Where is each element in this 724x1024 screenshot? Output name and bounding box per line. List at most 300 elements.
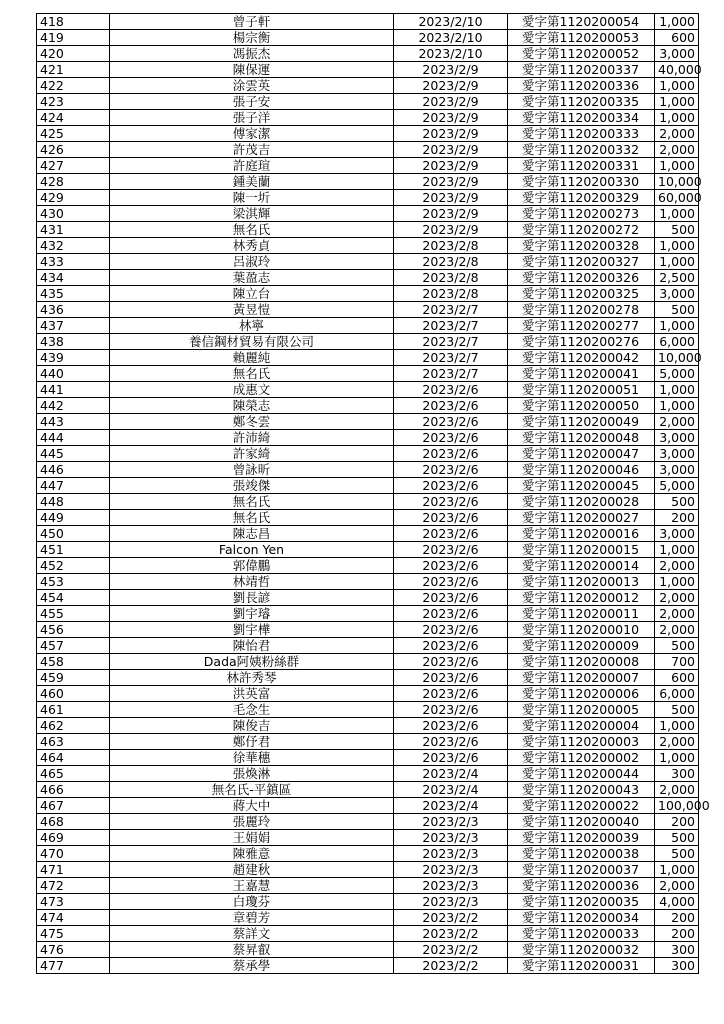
row-number: 466	[37, 782, 110, 798]
table-row	[37, 430, 699, 446]
receipt-number: 愛字第1120200041	[508, 366, 655, 382]
receipt-number: 愛字第1120200046	[508, 462, 655, 478]
row-number: 470	[37, 846, 110, 862]
donor-name: 蔡承學	[110, 958, 394, 974]
donation-amount: 300	[655, 766, 699, 782]
donor-name: 林寧	[110, 318, 394, 334]
receipt-number: 愛字第1120200016	[508, 526, 655, 542]
donation-date: 2023/2/2	[394, 926, 508, 942]
row-number: 424	[37, 110, 110, 126]
donation-amount: 2,500	[655, 270, 699, 286]
donation-amount: 3,000	[655, 462, 699, 478]
donation-amount: 6,000	[655, 334, 699, 350]
row-number: 444	[37, 430, 110, 446]
row-number: 419	[37, 30, 110, 46]
table-row	[37, 94, 699, 110]
donation-date: 2023/2/8	[394, 286, 508, 302]
table-row	[37, 734, 699, 750]
row-number: 471	[37, 862, 110, 878]
donation-amount: 1,000	[655, 94, 699, 110]
receipt-number: 愛字第1120200039	[508, 830, 655, 846]
receipt-number: 愛字第1120200033	[508, 926, 655, 942]
donor-name: 蔡昇叡	[110, 942, 394, 958]
row-number: 438	[37, 334, 110, 350]
table-row	[37, 302, 699, 318]
donation-date: 2023/2/10	[394, 46, 508, 62]
row-number: 437	[37, 318, 110, 334]
donation-amount: 1,000	[655, 542, 699, 558]
donation-amount: 500	[655, 846, 699, 862]
donation-date: 2023/2/3	[394, 862, 508, 878]
donation-date: 2023/2/6	[394, 718, 508, 734]
donation-amount: 2,000	[655, 734, 699, 750]
receipt-number: 愛字第1120200329	[508, 190, 655, 206]
table-row	[37, 334, 699, 350]
donation-date: 2023/2/6	[394, 526, 508, 542]
row-number: 418	[37, 14, 110, 30]
receipt-number: 愛字第1120200004	[508, 718, 655, 734]
donation-amount: 1,000	[655, 398, 699, 414]
donation-date: 2023/2/6	[394, 686, 508, 702]
donation-date: 2023/2/6	[394, 430, 508, 446]
donation-date: 2023/2/6	[394, 702, 508, 718]
donation-amount: 2,000	[655, 558, 699, 574]
donation-date: 2023/2/6	[394, 638, 508, 654]
table-row	[37, 558, 699, 574]
donation-amount: 1,000	[655, 14, 699, 30]
receipt-number: 愛字第1120200050	[508, 398, 655, 414]
table-row	[37, 526, 699, 542]
receipt-number: 愛字第1120200053	[508, 30, 655, 46]
table-row	[37, 478, 699, 494]
receipt-number: 愛字第1120200330	[508, 174, 655, 190]
row-number: 441	[37, 382, 110, 398]
table-row	[37, 446, 699, 462]
row-number: 468	[37, 814, 110, 830]
row-number: 455	[37, 606, 110, 622]
table-row	[37, 638, 699, 654]
donation-amount: 3,000	[655, 286, 699, 302]
donation-date: 2023/2/4	[394, 782, 508, 798]
table-row	[37, 414, 699, 430]
donation-date: 2023/2/8	[394, 238, 508, 254]
donor-name: 許茂吉	[110, 142, 394, 158]
donation-date: 2023/2/8	[394, 270, 508, 286]
table-row	[37, 814, 699, 830]
row-number: 456	[37, 622, 110, 638]
row-number: 426	[37, 142, 110, 158]
receipt-number: 愛字第1120200038	[508, 846, 655, 862]
donation-date: 2023/2/2	[394, 910, 508, 926]
table-row	[37, 718, 699, 734]
receipt-number: 愛字第1120200032	[508, 942, 655, 958]
donor-name: 劉宇樺	[110, 622, 394, 638]
row-number: 449	[37, 510, 110, 526]
donation-date: 2023/2/6	[394, 622, 508, 638]
donation-amount: 1,000	[655, 254, 699, 270]
donor-name: 許家綺	[110, 446, 394, 462]
donor-name: 曾子軒	[110, 14, 394, 30]
table-row	[37, 126, 699, 142]
table-row	[37, 30, 699, 46]
row-number: 428	[37, 174, 110, 190]
donation-date: 2023/2/9	[394, 142, 508, 158]
row-number: 439	[37, 350, 110, 366]
donation-amount: 500	[655, 222, 699, 238]
table-row	[37, 174, 699, 190]
table-row	[37, 494, 699, 510]
donation-amount: 1,000	[655, 206, 699, 222]
table-row	[37, 286, 699, 302]
donation-date: 2023/2/3	[394, 814, 508, 830]
donor-name: 無名氏	[110, 510, 394, 526]
row-number: 462	[37, 718, 110, 734]
donor-name: 林許秀琴	[110, 670, 394, 686]
donation-amount: 6,000	[655, 686, 699, 702]
table-row	[37, 942, 699, 958]
receipt-number: 愛字第1120200327	[508, 254, 655, 270]
donor-name: 王娟娟	[110, 830, 394, 846]
receipt-number: 愛字第1120200007	[508, 670, 655, 686]
table-row	[37, 606, 699, 622]
donation-amount: 500	[655, 302, 699, 318]
row-number: 472	[37, 878, 110, 894]
row-number: 460	[37, 686, 110, 702]
donation-amount: 2,000	[655, 414, 699, 430]
donation-date: 2023/2/6	[394, 590, 508, 606]
donation-amount: 1,000	[655, 238, 699, 254]
row-number: 447	[37, 478, 110, 494]
table-row	[37, 62, 699, 78]
donor-name: 鍾美蘭	[110, 174, 394, 190]
table-row	[37, 46, 699, 62]
table-row	[37, 622, 699, 638]
receipt-number: 愛字第1120200051	[508, 382, 655, 398]
donor-name: 張煥淋	[110, 766, 394, 782]
table-row	[37, 78, 699, 94]
table-row	[37, 670, 699, 686]
donor-name: 章碧芳	[110, 910, 394, 926]
row-number: 477	[37, 958, 110, 974]
donor-name: 楊宗衡	[110, 30, 394, 46]
donor-name: 趙建秋	[110, 862, 394, 878]
row-number: 445	[37, 446, 110, 462]
table-row	[37, 830, 699, 846]
donation-amount: 1,000	[655, 78, 699, 94]
row-number: 450	[37, 526, 110, 542]
receipt-number: 愛字第1120200054	[508, 14, 655, 30]
table-row	[37, 590, 699, 606]
receipt-number: 愛字第1120200336	[508, 78, 655, 94]
receipt-number: 愛字第1120200002	[508, 750, 655, 766]
receipt-number: 愛字第1120200278	[508, 302, 655, 318]
donor-name: 無名氏	[110, 366, 394, 382]
donation-date: 2023/2/9	[394, 62, 508, 78]
receipt-number: 愛字第1120200008	[508, 654, 655, 670]
row-number: 420	[37, 46, 110, 62]
donor-name: 梁淇輝	[110, 206, 394, 222]
donation-date: 2023/2/7	[394, 334, 508, 350]
donation-table-body	[37, 14, 710, 974]
donation-amount: 2,000	[655, 606, 699, 622]
donation-date: 2023/2/10	[394, 30, 508, 46]
row-number: 469	[37, 830, 110, 846]
donation-amount: 100,000	[655, 798, 699, 814]
row-number: 459	[37, 670, 110, 686]
donation-amount: 500	[655, 830, 699, 846]
row-number: 432	[37, 238, 110, 254]
donor-name: 劉長諺	[110, 590, 394, 606]
table-row	[37, 398, 699, 414]
table-row	[37, 318, 699, 334]
donor-name: 陳一圻	[110, 190, 394, 206]
donation-amount: 600	[655, 30, 699, 46]
receipt-number: 愛字第1120200006	[508, 686, 655, 702]
donation-amount: 500	[655, 494, 699, 510]
receipt-number: 愛字第1120200035	[508, 894, 655, 910]
donation-amount: 10,000	[655, 174, 699, 190]
donation-amount: 1,000	[655, 318, 699, 334]
table-row	[37, 14, 699, 30]
receipt-number: 愛字第1120200027	[508, 510, 655, 526]
row-number: 475	[37, 926, 110, 942]
receipt-number: 愛字第1120200042	[508, 350, 655, 366]
receipt-number: 愛字第1120200028	[508, 494, 655, 510]
donation-amount: 2,000	[655, 782, 699, 798]
donor-name: Dada阿姨粉絲群	[110, 654, 394, 670]
donation-date: 2023/2/2	[394, 958, 508, 974]
donation-amount: 200	[655, 910, 699, 926]
donation-amount: 300	[655, 942, 699, 958]
donor-name: 林靖哲	[110, 574, 394, 590]
donation-date: 2023/2/6	[394, 398, 508, 414]
donation-amount: 1,000	[655, 382, 699, 398]
donation-date: 2023/2/9	[394, 174, 508, 190]
donation-ledger	[36, 13, 710, 974]
donation-date: 2023/2/9	[394, 222, 508, 238]
row-number: 443	[37, 414, 110, 430]
donor-name: 郭偉鵬	[110, 558, 394, 574]
table-row	[37, 926, 699, 942]
receipt-number: 愛字第1120200014	[508, 558, 655, 574]
receipt-number: 愛字第1120200011	[508, 606, 655, 622]
donation-amount: 2,000	[655, 622, 699, 638]
donor-name: 蔡詳文	[110, 926, 394, 942]
table-row	[37, 510, 699, 526]
table-row	[37, 238, 699, 254]
table-row	[37, 654, 699, 670]
donor-name: 劉宇璿	[110, 606, 394, 622]
donor-name: 陳雅意	[110, 846, 394, 862]
donation-date: 2023/2/6	[394, 654, 508, 670]
receipt-number: 愛字第1120200272	[508, 222, 655, 238]
donation-amount: 1,000	[655, 158, 699, 174]
receipt-number: 愛字第1120200277	[508, 318, 655, 334]
donation-date: 2023/2/7	[394, 366, 508, 382]
donation-date: 2023/2/3	[394, 878, 508, 894]
donor-name: 無名氏	[110, 494, 394, 510]
receipt-number: 愛字第1120200003	[508, 734, 655, 750]
table-row	[37, 462, 699, 478]
row-number: 474	[37, 910, 110, 926]
donation-date: 2023/2/4	[394, 798, 508, 814]
row-number: 473	[37, 894, 110, 910]
donor-name: 王嘉慧	[110, 878, 394, 894]
table-row	[37, 894, 699, 910]
receipt-number: 愛字第1120200337	[508, 62, 655, 78]
row-number: 422	[37, 78, 110, 94]
row-number: 423	[37, 94, 110, 110]
receipt-number: 愛字第1120200005	[508, 702, 655, 718]
receipt-number: 愛字第1120200040	[508, 814, 655, 830]
table-row	[37, 382, 699, 398]
table-row	[37, 846, 699, 862]
receipt-number: 愛字第1120200015	[508, 542, 655, 558]
receipt-number: 愛字第1120200334	[508, 110, 655, 126]
receipt-number: 愛字第1120200331	[508, 158, 655, 174]
donation-date: 2023/2/6	[394, 382, 508, 398]
table-row	[37, 878, 699, 894]
donor-name: 鄭冬雲	[110, 414, 394, 430]
table-row	[37, 366, 699, 382]
donor-name: 許庭瑄	[110, 158, 394, 174]
table-row	[37, 910, 699, 926]
table-row	[37, 254, 699, 270]
donation-amount: 200	[655, 510, 699, 526]
donation-date: 2023/2/7	[394, 350, 508, 366]
receipt-number: 愛字第1120200043	[508, 782, 655, 798]
row-number: 421	[37, 62, 110, 78]
donor-name: 許沛綺	[110, 430, 394, 446]
donation-date: 2023/2/7	[394, 318, 508, 334]
donor-name: 呂淑玲	[110, 254, 394, 270]
donation-date: 2023/2/9	[394, 158, 508, 174]
table-row	[37, 222, 699, 238]
row-number: 429	[37, 190, 110, 206]
table-row	[37, 862, 699, 878]
donor-name: 陳志昌	[110, 526, 394, 542]
donation-amount: 3,000	[655, 46, 699, 62]
row-number: 465	[37, 766, 110, 782]
donor-name: 無名氏	[110, 222, 394, 238]
donor-name: 蔣大中	[110, 798, 394, 814]
table-row	[37, 158, 699, 174]
row-number: 430	[37, 206, 110, 222]
table-row	[37, 542, 699, 558]
donation-date: 2023/2/2	[394, 942, 508, 958]
row-number: 463	[37, 734, 110, 750]
row-number: 467	[37, 798, 110, 814]
table-row	[37, 270, 699, 286]
receipt-number: 愛字第1120200034	[508, 910, 655, 926]
donation-amount: 3,000	[655, 446, 699, 462]
table-row	[37, 142, 699, 158]
donation-date: 2023/2/6	[394, 478, 508, 494]
donation-date: 2023/2/9	[394, 206, 508, 222]
donation-amount: 2,000	[655, 878, 699, 894]
receipt-number: 愛字第1120200044	[508, 766, 655, 782]
donor-name: 張子安	[110, 94, 394, 110]
receipt-number: 愛字第1120200326	[508, 270, 655, 286]
row-number: 435	[37, 286, 110, 302]
receipt-number: 愛字第1120200325	[508, 286, 655, 302]
donor-name: 白瓊芬	[110, 894, 394, 910]
row-number: 431	[37, 222, 110, 238]
row-number: 476	[37, 942, 110, 958]
donation-date: 2023/2/6	[394, 750, 508, 766]
receipt-number: 愛字第1120200333	[508, 126, 655, 142]
row-number: 457	[37, 638, 110, 654]
receipt-number: 愛字第1120200048	[508, 430, 655, 446]
donation-amount: 1,000	[655, 862, 699, 878]
donation-amount: 500	[655, 638, 699, 654]
donation-date: 2023/2/6	[394, 462, 508, 478]
donation-amount: 300	[655, 958, 699, 974]
donation-date: 2023/2/9	[394, 94, 508, 110]
donation-amount: 40,000	[655, 62, 699, 78]
row-number: 453	[37, 574, 110, 590]
donation-amount: 5,000	[655, 478, 699, 494]
donor-name: 曾詠昕	[110, 462, 394, 478]
table-row	[37, 958, 699, 974]
receipt-number: 愛字第1120200036	[508, 878, 655, 894]
receipt-number: 愛字第1120200013	[508, 574, 655, 590]
donor-name: 張竣傑	[110, 478, 394, 494]
donation-table	[36, 13, 710, 974]
donation-amount: 3,000	[655, 526, 699, 542]
donor-name: 陳保運	[110, 62, 394, 78]
row-number: 448	[37, 494, 110, 510]
receipt-number: 愛字第1120200031	[508, 958, 655, 974]
donation-amount: 10,000	[655, 350, 699, 366]
receipt-number: 愛字第1120200276	[508, 334, 655, 350]
donation-date: 2023/2/6	[394, 670, 508, 686]
row-number: 436	[37, 302, 110, 318]
donation-amount: 500	[655, 702, 699, 718]
donation-date: 2023/2/6	[394, 574, 508, 590]
donation-amount: 2,000	[655, 142, 699, 158]
donation-date: 2023/2/6	[394, 510, 508, 526]
donation-date: 2023/2/3	[394, 894, 508, 910]
row-number: 440	[37, 366, 110, 382]
receipt-number: 愛字第1120200332	[508, 142, 655, 158]
receipt-number: 愛字第1120200012	[508, 590, 655, 606]
donation-amount: 200	[655, 926, 699, 942]
row-number: 425	[37, 126, 110, 142]
table-row	[37, 190, 699, 206]
donor-name: 張子洋	[110, 110, 394, 126]
donation-date: 2023/2/6	[394, 606, 508, 622]
donor-name: 洪英富	[110, 686, 394, 702]
row-number: 433	[37, 254, 110, 270]
donor-name: 無名氏-平鎮區	[110, 782, 394, 798]
donation-date: 2023/2/9	[394, 110, 508, 126]
donation-date: 2023/2/9	[394, 78, 508, 94]
donation-amount: 1,000	[655, 110, 699, 126]
table-row	[37, 766, 699, 782]
donation-amount: 2,000	[655, 590, 699, 606]
donation-date: 2023/2/7	[394, 302, 508, 318]
row-number: 446	[37, 462, 110, 478]
donation-date: 2023/2/9	[394, 190, 508, 206]
row-number: 461	[37, 702, 110, 718]
donor-name: 毛念生	[110, 702, 394, 718]
donation-amount: 700	[655, 654, 699, 670]
donation-date: 2023/2/6	[394, 558, 508, 574]
donor-name: 賴麗純	[110, 350, 394, 366]
donation-amount: 1,000	[655, 574, 699, 590]
donation-amount: 1,000	[655, 750, 699, 766]
